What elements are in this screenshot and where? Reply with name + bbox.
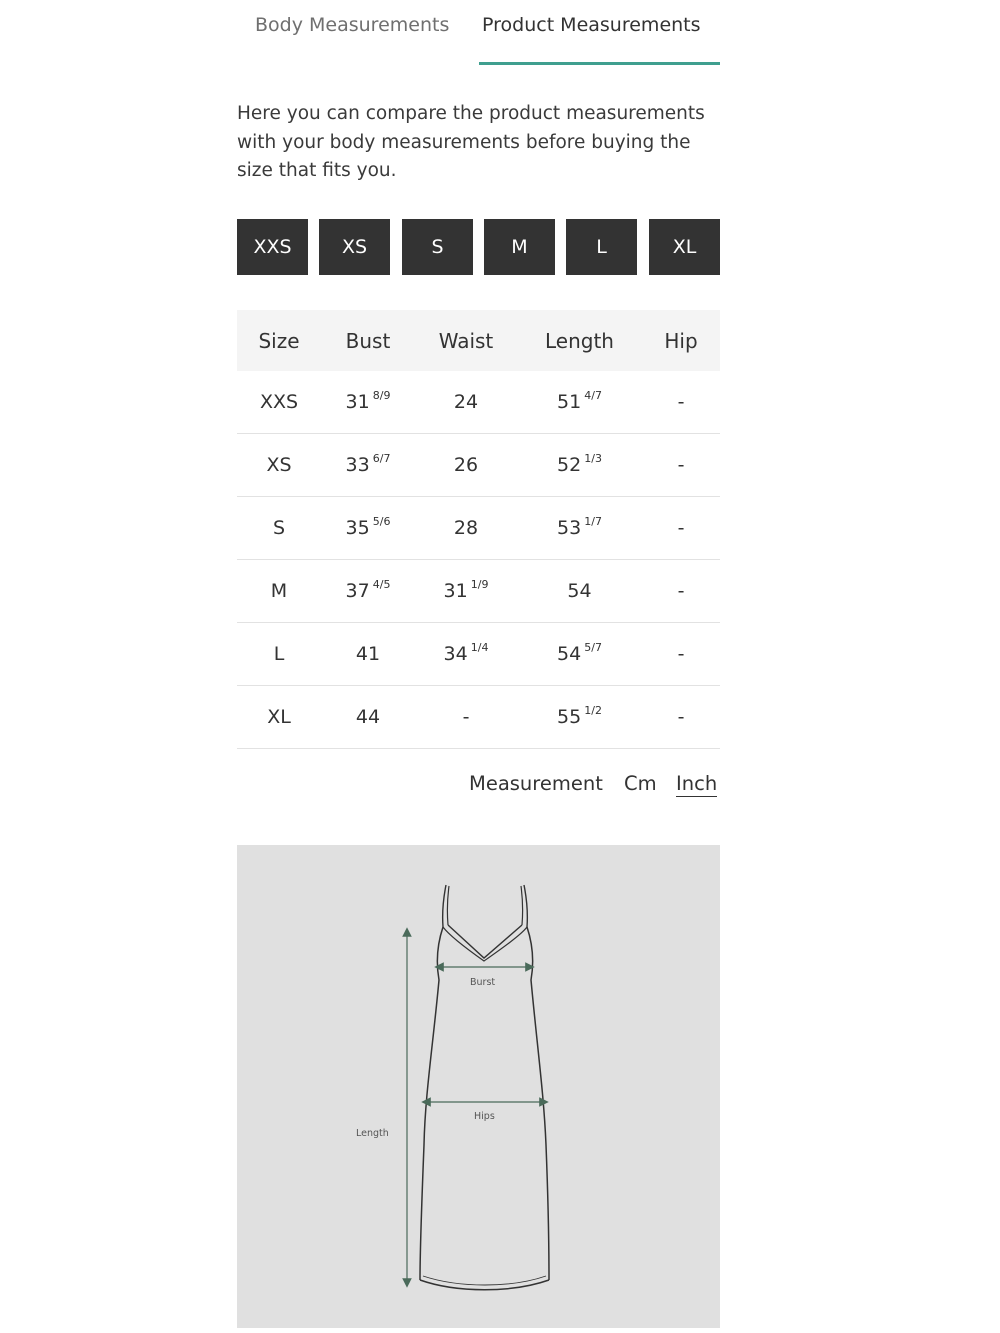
table-cell: 51 4/7	[557, 388, 602, 413]
table-row	[237, 560, 720, 623]
size-selector	[237, 219, 720, 275]
table-cell: -	[677, 706, 685, 728]
tab-body-measurements[interactable]: Body Measurements	[255, 14, 450, 36]
table-cell: 54 5/7	[557, 640, 602, 665]
length-label: Length	[356, 1128, 389, 1139]
table-row	[237, 371, 720, 434]
table-cell: 55 1/2	[557, 703, 602, 728]
table-cell: -	[677, 454, 685, 476]
table-cell: 54	[567, 580, 592, 602]
table-cell: XL	[267, 706, 291, 728]
table-cell: -	[677, 643, 685, 665]
table-cell: 31 8/9	[345, 388, 391, 413]
hips-label: Hips	[474, 1111, 495, 1122]
table-cell: -	[677, 580, 685, 602]
size-table	[237, 310, 720, 749]
table-cell: 53 1/7	[557, 514, 602, 539]
table-cell: 28	[453, 517, 479, 539]
table-cell: -	[677, 517, 685, 539]
bust-label: Burst	[470, 977, 496, 988]
table-cell: L	[273, 643, 285, 665]
table-cell: -	[677, 391, 685, 413]
table-cell: 24	[453, 391, 479, 413]
unit-cm-option[interactable]: Cm	[624, 772, 657, 795]
dress-illustration	[237, 845, 720, 1328]
table-cell: 34 1/4	[443, 640, 489, 665]
dress-measurement-diagram	[237, 845, 720, 1328]
header-length: Length	[545, 328, 614, 353]
table-cell: 52 1/3	[557, 451, 602, 476]
table-cell: -	[462, 706, 470, 728]
size-button-xs[interactable]: XS	[319, 219, 390, 275]
size-button-xl[interactable]: XL	[649, 219, 720, 275]
active-tab-indicator	[479, 62, 720, 65]
table-cell: 41	[355, 643, 381, 665]
table-row	[237, 497, 720, 560]
size-button-l[interactable]: L	[566, 219, 637, 275]
table-cell: S	[272, 517, 286, 539]
table-cell: 31 1/9	[443, 577, 489, 602]
unit-toggle-label: Measurement	[469, 772, 603, 795]
table-row	[237, 434, 720, 497]
size-button-m[interactable]: M	[484, 219, 555, 275]
size-button-xxs[interactable]: XXS	[237, 219, 308, 275]
table-cell: 26	[453, 454, 479, 476]
table-row	[237, 623, 720, 686]
intro-text: Here you can compare the product measurements with your body measurements before buying the size that fits you.	[237, 103, 705, 181]
unit-toggle	[237, 772, 720, 804]
unit-inch-option[interactable]: Inch	[676, 772, 718, 795]
size-button-s[interactable]: S	[402, 219, 473, 275]
tab-product-measurements[interactable]: Product Measurements	[482, 14, 701, 36]
table-cell: 35 5/6	[345, 514, 391, 539]
table-cell: XS	[266, 454, 292, 476]
table-header	[237, 310, 720, 371]
measurement-tabs	[237, 0, 720, 70]
header-size: Size	[258, 328, 300, 353]
table-row	[237, 686, 720, 749]
table-cell: 37 4/5	[345, 577, 391, 602]
table-cell: XXS	[259, 391, 299, 413]
table-cell: M	[270, 580, 288, 602]
table-cell: 44	[355, 706, 381, 728]
table-cell: 33 6/7	[345, 451, 391, 476]
header-bust: Bust	[345, 328, 391, 353]
header-hip: Hip	[664, 328, 698, 353]
header-waist: Waist	[438, 328, 494, 353]
